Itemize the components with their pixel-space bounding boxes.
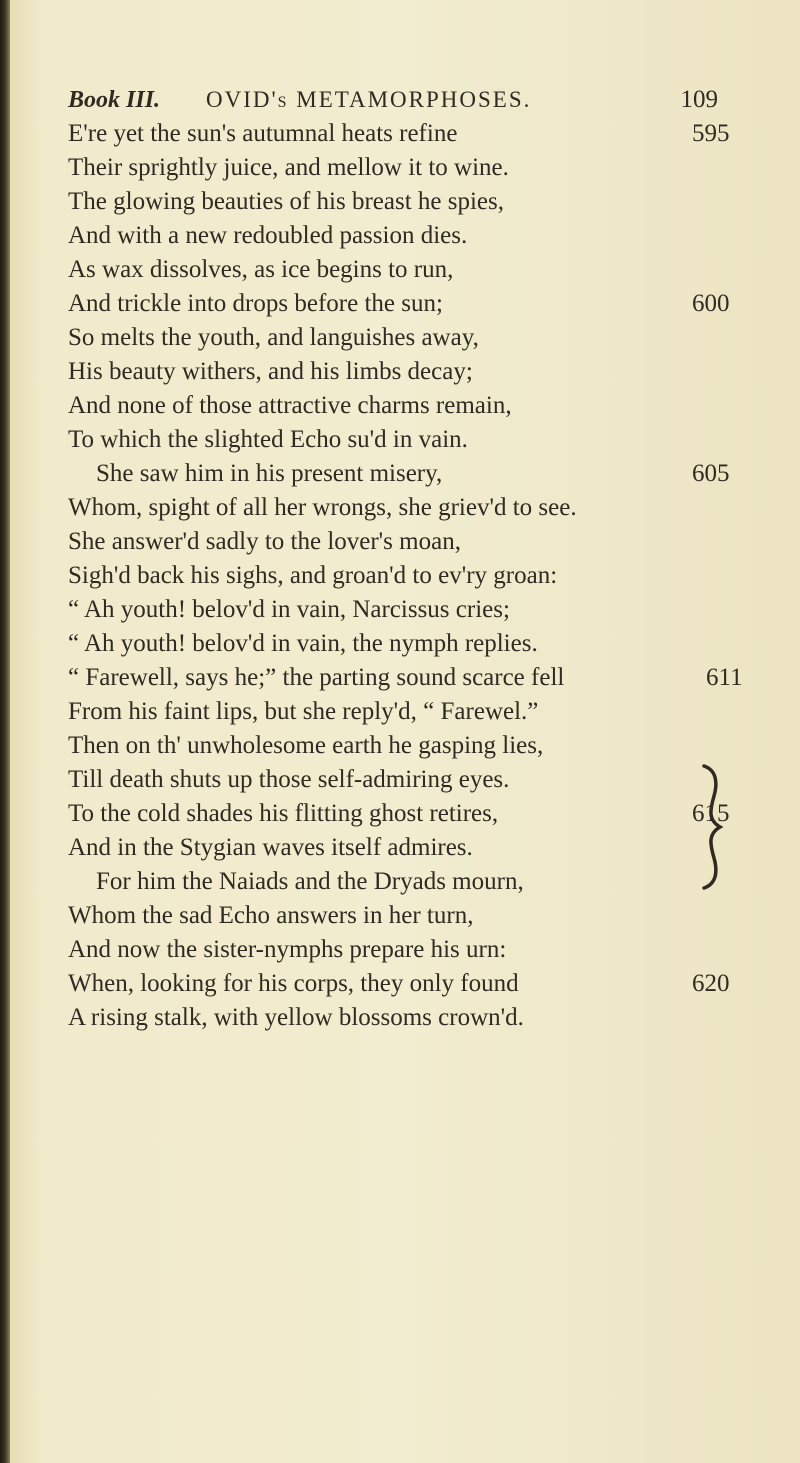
line-number: 615	[692, 800, 730, 827]
line-number: 595	[692, 120, 730, 147]
line-number: 611	[706, 664, 743, 691]
line-number: 600	[692, 290, 730, 317]
verse-line: Sigh'd back his sighs, and groan'd to ev'ry groan:	[68, 562, 558, 589]
verse-line: So melts the youth, and languishes away,	[68, 324, 479, 351]
verse-line: She answer'd sadly to the lover's moan,	[68, 528, 461, 555]
verse-line: “ Ah youth! belov'd in vain, Narcissus cries;	[68, 596, 510, 623]
verse-line: For him the Naiads and the Dryads mourn,	[96, 868, 524, 895]
verse-line: “ Farewell, says he;” the parting sound scarce fell	[68, 664, 565, 691]
verse-line: Whom, spight of all her wrongs, she griev'd to see.	[68, 494, 577, 521]
verse-line: The glowing beauties of his breast he spies,	[68, 188, 505, 215]
page-header	[68, 82, 718, 118]
verse-line: Whom the sad Echo answers in her turn,	[68, 902, 474, 929]
verse-line: To which the slighted Echo su'd in vain.	[68, 426, 468, 453]
verse-line: “ Ah youth! belov'd in vain, the nymph replies.	[68, 630, 538, 657]
verse-line: And trickle into drops before the sun;	[68, 290, 443, 317]
verse-line: When, looking for his corps, they only found	[68, 970, 519, 997]
book-label: Book III.	[68, 87, 161, 113]
book-spine-edge	[0, 0, 10, 1463]
verse-line: E're yet the sun's autumnal heats refine	[68, 120, 458, 147]
line-number: 605	[692, 460, 730, 487]
verse-line: Till death shuts up those self-admiring eyes.	[68, 766, 510, 793]
verse-line: To the cold shades his flitting ghost retires,	[68, 800, 499, 827]
verse-line: Then on th' unwholesome earth he gasping lies,	[68, 732, 544, 759]
page-number: 109	[680, 86, 718, 113]
verse-line: A rising stalk, with yellow blossoms crown'd.	[68, 1004, 524, 1031]
verse-line: And in the Stygian waves itself admires.	[68, 834, 473, 861]
verse-line: Their sprightly juice, and mellow it to wine.	[68, 154, 509, 181]
verse-line: And with a new redoubled passion dies.	[68, 222, 468, 249]
verse-line: And now the sister-nymphs prepare his urn:	[68, 936, 507, 963]
line-number: 620	[692, 970, 730, 997]
triplet-brace-icon	[700, 762, 726, 892]
verse-line: His beauty withers, and his limbs decay;	[68, 358, 473, 385]
verse-line: From his faint lips, but she reply'd, “ Farewel.”	[68, 698, 539, 725]
running-title: OVID's METAMORPHOSES.	[206, 87, 532, 112]
verse-line: And none of those attractive charms remain,	[68, 392, 512, 419]
verse-line: She saw him in his present misery,	[96, 460, 443, 487]
verse-line: As wax dissolves, as ice begins to run,	[68, 256, 454, 283]
